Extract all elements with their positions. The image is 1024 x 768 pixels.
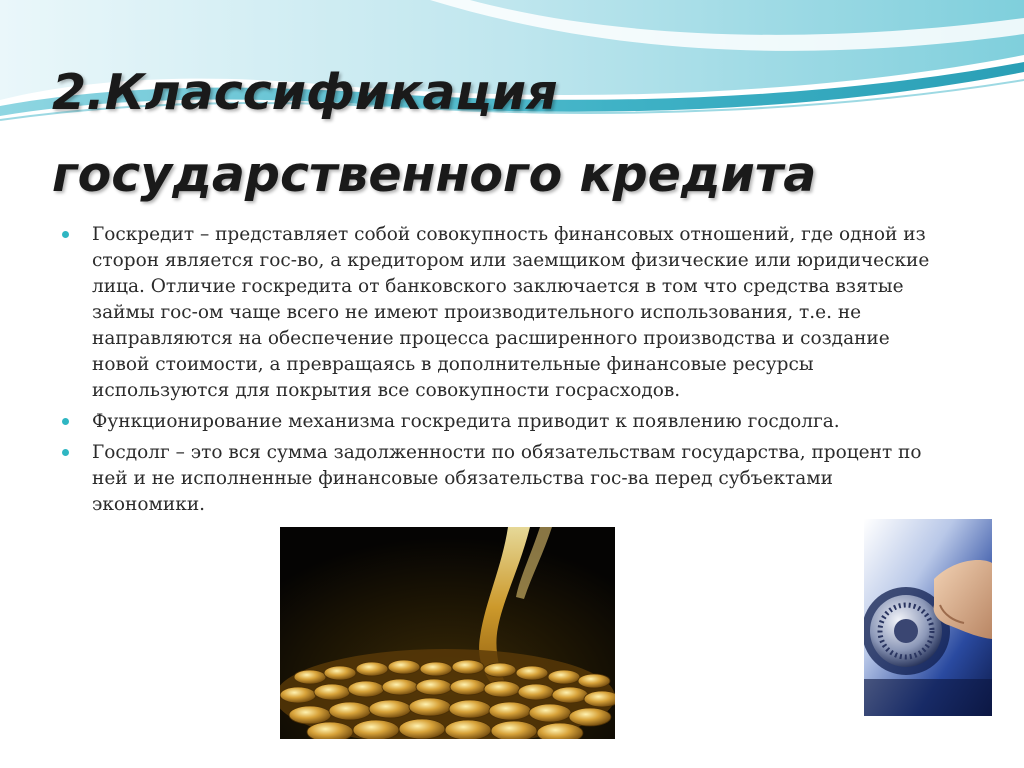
bullet-dot-icon — [62, 418, 69, 425]
bullet-list — [62, 222, 942, 523]
bullet-text: Функционирование механизма госкредита приводит к появлению госдолга. — [92, 411, 840, 432]
coins-photo — [280, 527, 615, 739]
bullet-dot-icon — [62, 449, 69, 456]
bullet-text: Госдолг – это вся сумма задолженности по обязательствам государства, процент по ней и не исполненные финансовые обязательства гос-ва перед субъектами экономики. — [92, 442, 922, 515]
bullet-item — [62, 440, 942, 518]
bullet-item — [62, 222, 942, 404]
slide-title — [52, 52, 992, 216]
bullet-dot-icon — [62, 231, 69, 238]
slide-title-line-1: 2.Классификация — [52, 64, 558, 121]
bullet-item — [62, 409, 942, 435]
safe-dial-photo — [864, 519, 992, 716]
bullet-text: Госкредит – представляет собой совокупность финансовых отношений, где одной из сторон является гос-во, а кредитором или заемщиком физические или юридические лица. Отличие госкредита от банковского заключается в том что средства взятые займы гос-ом чаще всего не имеют производительного использования, т.е. не направляются на обеспечение процесса расширенного производства и создание новой стоимости, а превращаясь в дополнительные финансовые ресурсы используются для покрытия все совокупности госрасходов. — [92, 224, 930, 401]
slide-title-line-2: государственного кредита — [52, 146, 817, 203]
